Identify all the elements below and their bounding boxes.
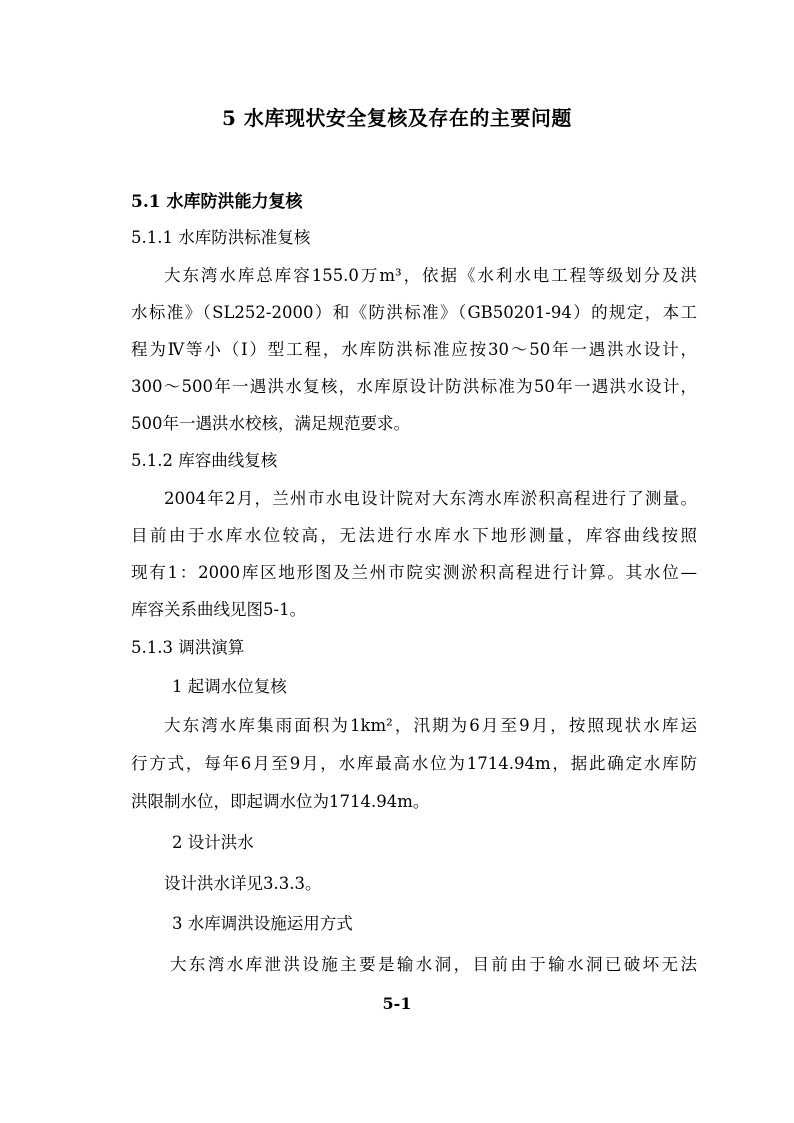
paragraph-line: 目前由于水库水位较高，无法进行水库水下地形测量，库容曲线按照 xyxy=(131,526,697,545)
paragraph-line: 300～500年一遇洪水复核，水库原设计防洪标准为50年一遇洪水设计， xyxy=(131,377,697,396)
subsection-heading-512: 5.1.2 库容曲线复核 xyxy=(131,451,278,470)
page-title: 5 水库现状安全复核及存在的主要问题 xyxy=(222,106,572,130)
paragraph-line: 大东湾水库泄洪设施主要是输水洞，目前由于输水洞已破坏无法 xyxy=(170,955,697,974)
paragraph-line: 大东湾水库集雨面积为1km²，汛期为6月至9月，按照现状水库运 xyxy=(164,716,697,735)
paragraph-line: 行方式，每年6月至9月，水库最高水位为1714.94m，据此确定水库防 xyxy=(131,754,697,773)
paragraph-line: 设计洪水详见3.3.3。 xyxy=(164,874,322,893)
subsection-heading-513: 5.1.3 调洪演算 xyxy=(131,638,245,657)
paragraph-line: 大东湾水库总库容155.0万m³，依据《水利水电工程等级划分及洪 xyxy=(164,266,697,285)
paragraph-line: 水标准》（SL252-2000）和《防洪标准》（GB50201-94）的规定，本工 xyxy=(131,303,697,322)
paragraph-line: 库容关系曲线见图5-1。 xyxy=(131,600,307,619)
paragraph-line: 洪限制水位，即起调水位为1714.94m。 xyxy=(131,792,430,811)
subsection-heading-511: 5.1.1 水库防洪标准复核 xyxy=(131,228,311,247)
item-heading-1: 1 起调水位复核 xyxy=(172,677,287,696)
paragraph-line: 2004年2月，兰州市水电设计院对大东湾水库淤积高程进行了测量。 xyxy=(164,489,697,508)
item-heading-3: 3 水库调洪设施运用方式 xyxy=(172,914,353,933)
item-heading-2: 2 设计洪水 xyxy=(172,833,254,852)
section-heading: 5.1 水库防洪能力复核 xyxy=(131,192,303,212)
page-number: 5-1 xyxy=(382,994,412,1013)
paragraph-line: 500年一遇洪水校核，满足规范要求。 xyxy=(131,414,410,433)
paragraph-line: 现有1：2000库区地形图及兰州市院实测淤积高程进行计算。其水位— xyxy=(131,563,697,582)
paragraph-line: 程为Ⅳ等小（Ⅰ）型工程，水库防洪标准应按30～50年一遇洪水设计， xyxy=(131,340,697,359)
